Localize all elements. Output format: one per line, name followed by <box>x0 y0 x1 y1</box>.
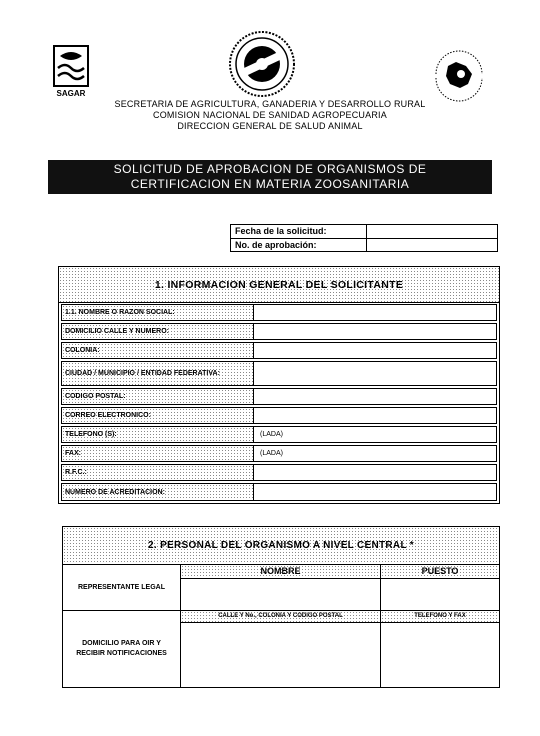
notification-address-label: DOMICILIO PARA OIR Y RECIBIR NOTIFICACIONES <box>76 640 167 657</box>
field-label: COLONIA: <box>62 343 254 358</box>
field-label: NUMERO DE ACREDITACION: <box>62 484 254 500</box>
agency-line-2: COMISION NACIONAL DE SANIDAD AGROPECUARIA <box>153 110 387 120</box>
commission-seal-icon <box>428 44 490 102</box>
rfc-field[interactable] <box>254 465 496 480</box>
form-row <box>61 483 497 501</box>
form-row <box>61 342 497 359</box>
field-label: DOMICILIO CALLE Y NUMERO: <box>62 324 254 339</box>
postal-code-field[interactable] <box>254 389 496 404</box>
notification-address-field[interactable] <box>181 623 381 687</box>
field-label: CODIGO POSTAL: <box>62 389 254 404</box>
notification-phone-fax-field[interactable] <box>381 623 499 687</box>
request-date-field[interactable] <box>367 225 497 238</box>
form-title-line-1: SOLICITUD DE APROBACION DE ORGANISMOS DE <box>113 162 427 176</box>
form-row <box>61 464 497 481</box>
field-label: FAX: <box>62 446 254 461</box>
section-2-title: 2. PERSONAL DEL ORGANISMO A NIVEL CENTRAL * <box>63 527 499 565</box>
request-date-label: Fecha de la solicitud: <box>231 225 367 238</box>
form-row <box>61 361 497 386</box>
approval-number-label: No. de aprobación: <box>231 239 367 251</box>
form-row <box>61 323 497 340</box>
column-header-name: NOMBRE <box>181 565 381 579</box>
agency-line-1: SECRETARIA DE AGRICULTURA, GANADERIA Y DESARROLLO RURAL <box>114 99 426 109</box>
notification-address-label-cell <box>63 611 181 687</box>
application-box <box>230 224 498 252</box>
legal-representative-label: REPRESENTANTE LEGAL <box>78 584 165 591</box>
section-applicant-info <box>58 266 500 504</box>
form-title-line-2: CERTIFICACION EN MATERIA ZOOSANITARIA <box>130 177 410 191</box>
neighborhood-field[interactable] <box>254 343 496 358</box>
section-central-staff <box>62 526 500 688</box>
fax-field[interactable]: (LADA) <box>260 450 283 457</box>
accreditation-number-field[interactable] <box>254 484 496 500</box>
form-row <box>61 304 497 321</box>
phone-field[interactable]: (LADA) <box>260 431 283 438</box>
legal-representative-label-cell <box>63 565 181 611</box>
logo-text: SAGAR <box>56 89 86 98</box>
street-address-field[interactable] <box>254 324 496 339</box>
column-header-position: PUESTO <box>381 565 499 579</box>
legal-representative-name-field[interactable] <box>181 579 381 611</box>
field-label: 1.1. NOMBRE O RAZON SOCIAL: <box>62 305 254 320</box>
address-subheader: CALLE Y No., COLONIA Y CODIGO POSTAL <box>181 611 381 623</box>
email-field[interactable] <box>254 408 496 423</box>
form-row <box>61 426 497 443</box>
phone-fax-subheader: TELEFONO Y FAX <box>381 611 499 623</box>
form-row <box>61 407 497 424</box>
form-row <box>61 445 497 462</box>
approval-number-field[interactable] <box>367 239 497 251</box>
agency-line-3: DIRECCION GENERAL DE SALUD ANIMAL <box>177 121 363 131</box>
field-label: TELEFONO (S): <box>62 427 254 442</box>
field-label: CIUDAD / MUNICIPIO / ENTIDAD FEDERATIVA: <box>62 362 254 385</box>
business-name-field[interactable] <box>254 305 496 320</box>
sagar-logo <box>48 44 94 98</box>
form-row <box>61 388 497 405</box>
section-1-title: 1. INFORMACION GENERAL DEL SOLICITANTE <box>59 267 499 303</box>
legal-representative-position-field[interactable] <box>381 579 499 611</box>
field-label: CORREO ELECTRONICO: <box>62 408 254 423</box>
national-seal-icon <box>228 30 296 98</box>
field-label: R.F.C.: <box>62 465 254 480</box>
city-state-field[interactable] <box>254 362 496 385</box>
form-title <box>48 160 492 194</box>
